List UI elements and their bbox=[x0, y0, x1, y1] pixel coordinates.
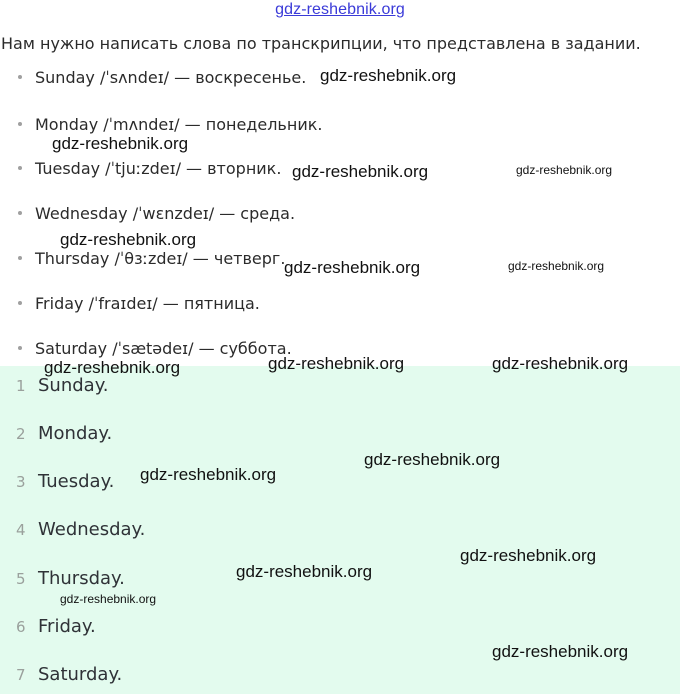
site-title[interactable]: gdz-reshebnik.org bbox=[275, 1, 405, 18]
answer-item bbox=[16, 568, 125, 589]
answer-text: Monday. bbox=[38, 423, 113, 444]
word-text: Monday /ˈmʌndeɪ/ — понедельник. bbox=[35, 115, 323, 134]
list-item bbox=[18, 294, 260, 313]
list-item bbox=[18, 249, 285, 268]
list-item bbox=[18, 115, 322, 134]
list-item bbox=[18, 68, 306, 87]
answer-number: 6 bbox=[16, 618, 26, 636]
watermark: gdz-reshebnik.org bbox=[60, 592, 157, 606]
watermark: gdz-reshebnik.org bbox=[460, 546, 597, 565]
bullet-icon bbox=[18, 122, 22, 126]
answer-text: Sunday. bbox=[38, 375, 109, 396]
word-text: Tuesday /ˈtjuːzdeɪ/ — вторник. bbox=[35, 159, 282, 178]
bullet-icon bbox=[18, 301, 22, 305]
answer-number: 1 bbox=[16, 377, 26, 395]
watermark: gdz-reshebnik.org bbox=[60, 230, 197, 249]
answer-number: 3 bbox=[16, 473, 26, 491]
answer-item bbox=[16, 423, 112, 444]
list-item bbox=[18, 159, 281, 178]
list-item bbox=[18, 339, 292, 358]
answer-number: 2 bbox=[16, 425, 26, 443]
task-intro: Нам нужно написать слова по транскрипции, что представлена в задании. bbox=[1, 34, 641, 53]
answer-item bbox=[16, 519, 145, 540]
list-item bbox=[18, 204, 295, 223]
watermark: gdz-reshebnik.org bbox=[516, 163, 613, 177]
answer-text: Wednesday. bbox=[38, 519, 146, 540]
word-text: Thursday /ˈθɜːzdeɪ/ — четверг. bbox=[35, 249, 286, 268]
bullet-icon bbox=[18, 166, 22, 170]
watermark: gdz-reshebnik.org bbox=[236, 562, 373, 581]
watermark: gdz-reshebnik.org bbox=[44, 358, 181, 377]
answer-number: 5 bbox=[16, 570, 26, 588]
answer-item bbox=[16, 375, 109, 396]
watermark: gdz-reshebnik.org bbox=[508, 259, 605, 273]
bullet-icon bbox=[18, 256, 22, 260]
watermark: gdz-reshebnik.org bbox=[492, 642, 629, 661]
answer-text: Thursday. bbox=[38, 568, 125, 589]
answer-number: 7 bbox=[16, 666, 26, 684]
watermark: gdz-reshebnik.org bbox=[140, 465, 277, 484]
word-text: Saturday /ˈsætədeɪ/ — суббота. bbox=[35, 339, 292, 358]
watermark: gdz-reshebnik.org bbox=[268, 354, 405, 373]
word-text: Sunday /ˈsʌndeɪ/ — воскресенье. bbox=[35, 68, 307, 87]
watermark: gdz-reshebnik.org bbox=[284, 258, 421, 277]
watermark: gdz-reshebnik.org bbox=[52, 134, 189, 153]
bullet-icon bbox=[18, 75, 22, 79]
answer-text: Saturday. bbox=[38, 664, 123, 685]
bullet-icon bbox=[18, 346, 22, 350]
watermark: gdz-reshebnik.org bbox=[364, 450, 501, 469]
answer-number: 4 bbox=[16, 521, 26, 539]
answer-item bbox=[16, 616, 96, 637]
answer-text: Friday. bbox=[38, 616, 96, 637]
answer-item bbox=[16, 664, 122, 685]
answer-item bbox=[16, 471, 114, 492]
watermark: gdz-reshebnik.org bbox=[492, 354, 629, 373]
word-text: Wednesday /ˈwɛnzdeɪ/ — среда. bbox=[35, 204, 296, 223]
bullet-icon bbox=[18, 211, 22, 215]
watermark: gdz-reshebnik.org bbox=[320, 66, 457, 85]
answer-text: Tuesday. bbox=[38, 471, 115, 492]
watermark: gdz-reshebnik.org bbox=[292, 162, 429, 181]
word-text: Friday /ˈfraɪdeɪ/ — пятница. bbox=[35, 294, 260, 313]
